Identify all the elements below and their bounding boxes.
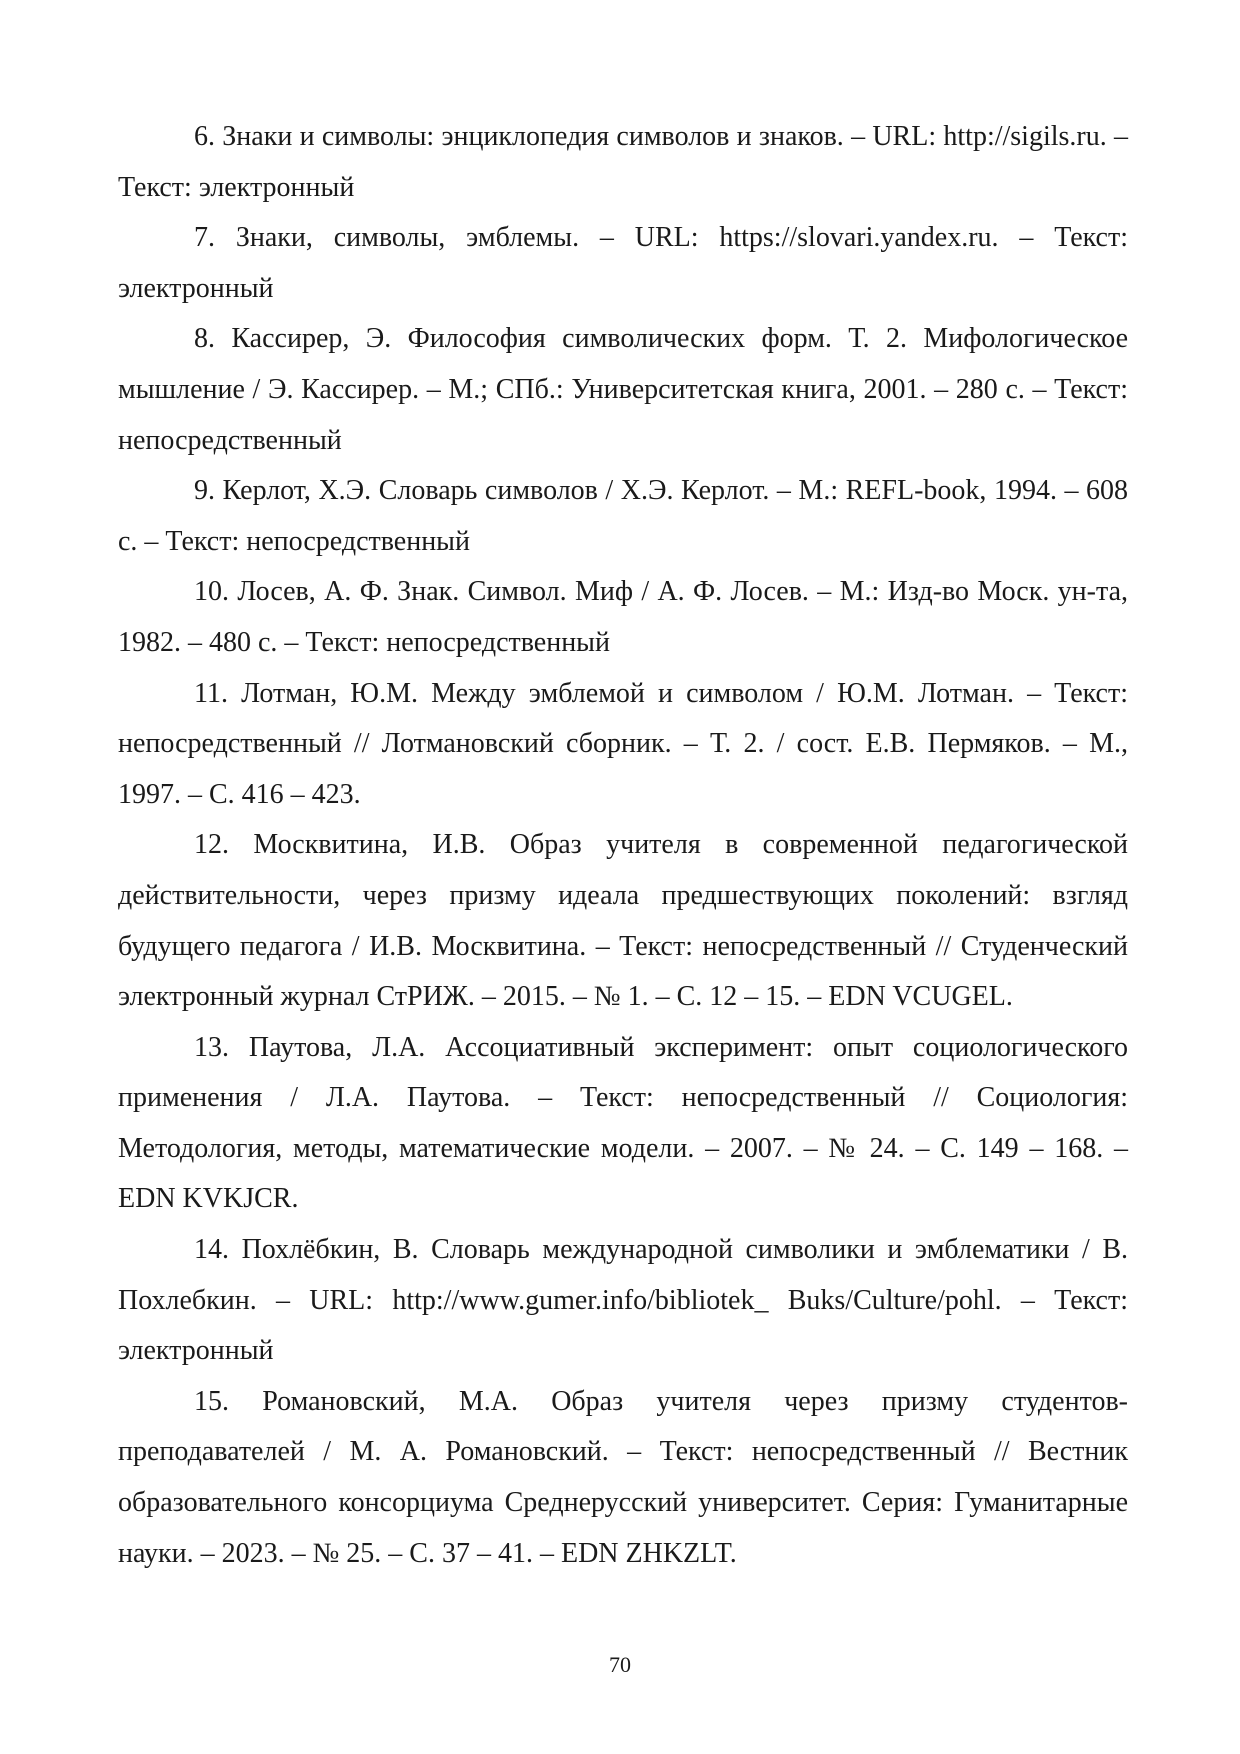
reference-item [118, 314, 1128, 466]
reference-text: Керлот, Х.Э. Словарь символов / Х.Э. Керлот. – М.: REFL-book, 1994. – 608 с. – Текст: непосредственный [118, 475, 1128, 557]
reference-list [118, 112, 1128, 1579]
reference-text: Кассирер, Э. Философия символических форм. Т. 2. Мифологическое мышление / Э. Кассирер. – М.; СПб.: Университетская книга, 2001. – 280 с. – Текст: непосредственный [118, 323, 1129, 456]
reference-number: 12. [194, 829, 229, 861]
reference-number: 7. [194, 222, 215, 254]
reference-text: Похлёбкин, В. Словарь международной символики и эмблематики / В. Похлебкин. – URL: http://www.gumer.info/bibliotek_ Buks/Culture/pohl. – Текст: электронный [118, 1234, 1128, 1367]
page-number: 70 [609, 1652, 631, 1677]
reference-item [118, 213, 1128, 314]
reference-text: Паутова, Л.А. Ассоциативный эксперимент: опыт социологического применения / Л.А. Паутова. – Текст: непосредственный // Социология: Методология, методы, математические модели. – 2007. – № 24. – С. 149 – 168. – EDN KVKJCR. [118, 1031, 1129, 1215]
reference-number: 9. [194, 475, 215, 507]
reference-text: Романовский, М.А. Образ учителя через призму студентов-преподавателей / М. А. Романовский. – Текст: непосредственный // Вестник образовательного консорциума Среднерусский университет. Серия: Гуманитарные науки. – 2023. – № 25. – С. 37 – 41. – EDN ZHKZLT. [118, 1385, 1128, 1569]
reference-item [118, 466, 1128, 567]
reference-text: Лотман, Ю.М. Между эмблемой и символом / Ю.М. Лотман. – Текст: непосредственный // Лотмановский сборник. – Т. 2. / сост. Е.В. Пермяков. – М., 1997. – С. 416 – 423. [118, 677, 1128, 810]
reference-text: Лосев, А. Ф. Знак. Символ. Миф / А. Ф. Лосев. – М.: Изд-во Моск. ун-та, 1982. – 480 с. – Текст: непосредственный [118, 576, 1128, 658]
reference-item [118, 1377, 1128, 1579]
reference-text: Знаки и символы: энциклопедия символов и знаков. – URL: http://sigils.ru. – Текст: электронный [118, 121, 1129, 203]
reference-number: 8. [194, 323, 215, 355]
reference-item [118, 567, 1128, 668]
reference-item [118, 820, 1128, 1022]
reference-number: 13. [194, 1031, 229, 1063]
reference-item [118, 1023, 1128, 1225]
reference-text: Москвитина, И.В. Образ учителя в современной педагогической действительности, через призму идеала предшествующих поколений: взгляд будущего педагога / И.В. Москвитина. – Текст: непосредственный // Студенческий электронный журнал СтРИЖ. – 2015. – № 1. – С. 12 – 15. – EDN VCUGEL. [118, 829, 1128, 1013]
reference-item [118, 1225, 1128, 1377]
reference-number: 11. [194, 677, 228, 709]
reference-number: 10. [194, 576, 229, 608]
reference-text: Знаки, символы, эмблемы. – URL: https://slovari.yandex.ru. – Текст: электронный [118, 222, 1129, 304]
reference-item [118, 112, 1128, 213]
reference-item [118, 669, 1128, 821]
reference-number: 6. [194, 121, 215, 152]
reference-number: 15. [194, 1385, 229, 1417]
reference-number: 14. [194, 1234, 229, 1266]
